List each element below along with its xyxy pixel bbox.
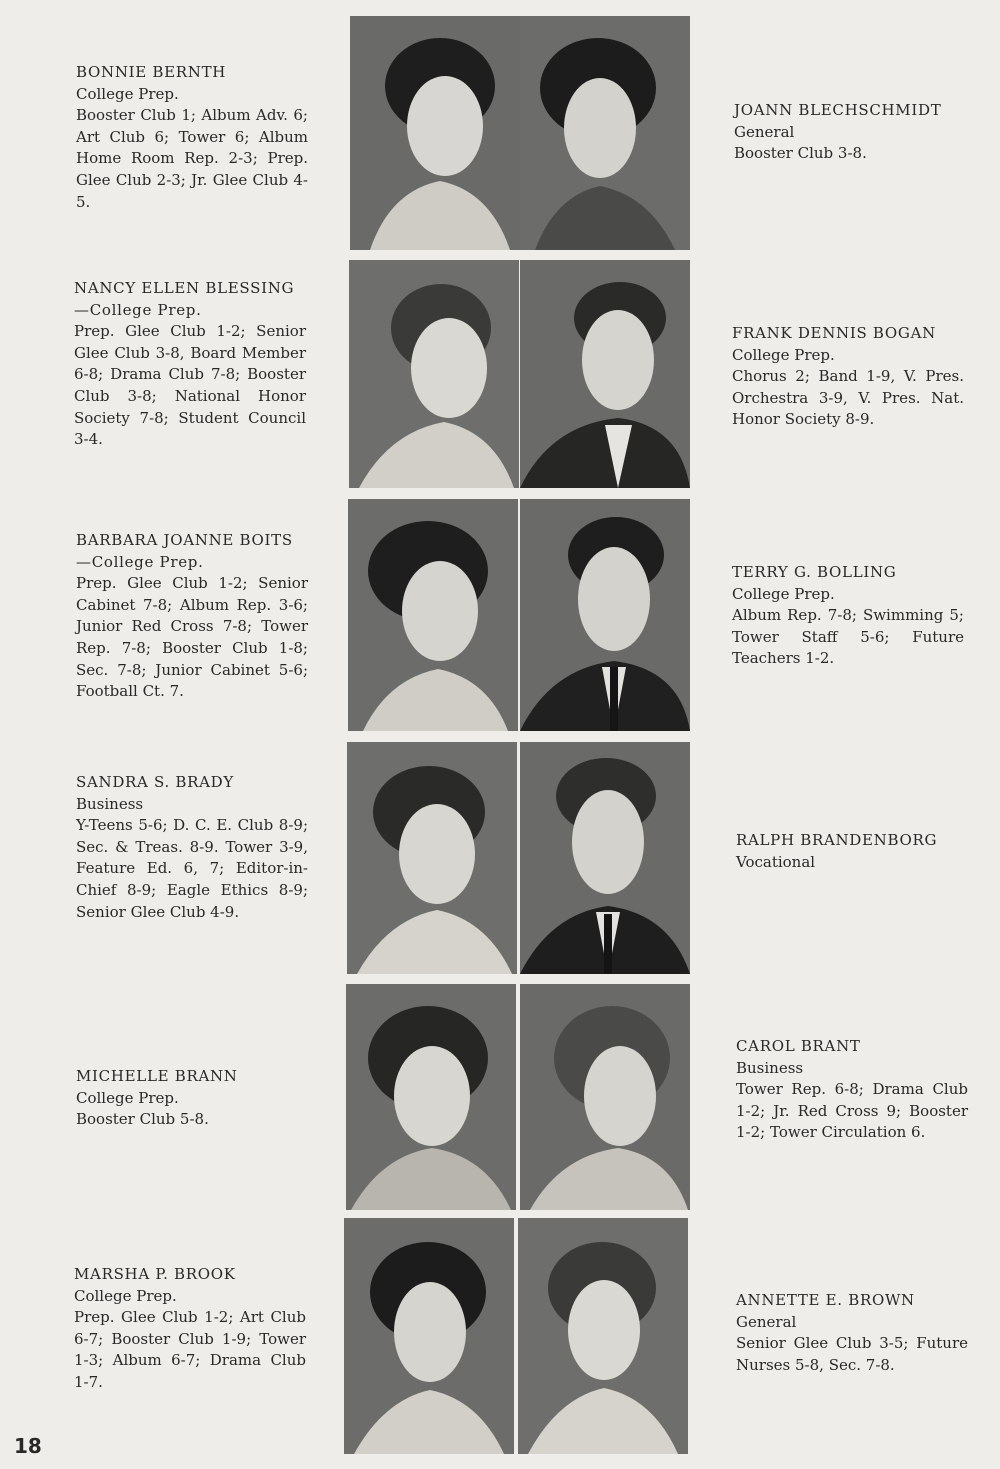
student-portrait — [346, 984, 516, 1210]
student-course: College Prep. — [74, 1286, 177, 1305]
student-portrait — [520, 16, 690, 250]
student-bio — [732, 323, 964, 431]
student-portrait — [518, 1218, 688, 1454]
student-course: Business — [76, 794, 144, 813]
student-bio — [74, 1264, 306, 1394]
student-name: TERRY G. BOLLING — [732, 563, 897, 581]
student-portrait — [520, 260, 690, 488]
student-name: MICHELLE BRANN — [76, 1067, 238, 1085]
student-activities: Senior Glee Club 3-5; Future Nurses 5-8, Sec. 7-8. — [736, 1334, 968, 1374]
student-name: BONNIE BERNTH — [76, 63, 227, 81]
student-course: College Prep. — [76, 1088, 179, 1107]
student-bio — [76, 1066, 308, 1131]
student-bio — [734, 100, 966, 165]
student-activities: Prep. Glee Club 1-2; Senior Cabinet 7-8; Album Rep. 3-6; Junior Red Cross 7-8; Tower Rep. 7-8; Booster Club 1-8; Sec. 7-8; Junior Cabinet 5-6; Football Ct. 7. — [76, 574, 308, 701]
student-activities: Prep. Glee Club 1-2; Senior Glee Club 3-8, Board Member 6-8; Drama Club 7-8; Booster Club 3-8; National Honor Society 7-8; Student Council 3-4. — [74, 322, 306, 449]
student-name: RALPH BRANDENBORG — [736, 831, 938, 849]
student-activities: Y-Teens 5-6; D. C. E. Club 8-9; Sec. & Treas. 8-9. Tower 3-9, Feature Ed. 6, 7; Editor-in-Chief 8-9; Eagle Ethics 8-9; Senior Glee Club 4-9. — [76, 816, 308, 921]
student-name: SANDRA S. BRADY — [76, 773, 235, 791]
student-name: FRANK DENNIS BOGAN — [732, 324, 936, 342]
student-name: ANNETTE E. BROWN — [736, 1291, 915, 1309]
student-bio — [736, 1290, 968, 1376]
student-activities: Chorus 2; Band 1-9, V. Pres. Orchestra 3-9, V. Pres. Nat. Honor Society 8-9. — [732, 367, 964, 429]
student-portrait — [520, 499, 690, 731]
student-name: BARBARA JOANNE BOITS—College Prep. — [76, 531, 293, 571]
page-number: 18 — [14, 1434, 42, 1458]
student-portrait — [349, 260, 519, 488]
student-bio — [76, 530, 308, 703]
student-portrait — [520, 742, 690, 974]
student-activities: Booster Club 3-8. — [734, 144, 867, 163]
student-course: College Prep. — [732, 584, 835, 603]
student-name: MARSHA P. BROOK — [74, 1265, 236, 1283]
student-course: College Prep. — [732, 345, 835, 364]
student-portrait — [520, 984, 690, 1210]
student-bio — [736, 830, 968, 873]
student-bio — [76, 772, 308, 923]
student-name: NANCY ELLEN BLESSING—College Prep. — [74, 279, 295, 319]
student-bio — [76, 62, 308, 213]
student-portrait — [350, 16, 520, 250]
student-name: CAROL BRANT — [736, 1037, 861, 1055]
student-course: College Prep. — [76, 84, 179, 103]
student-bio — [736, 1036, 968, 1144]
student-portrait — [348, 499, 518, 731]
student-course: Business — [736, 1058, 804, 1077]
student-bio — [732, 562, 964, 670]
student-activities: Prep. Glee Club 1-2; Art Club 6-7; Booster Club 1-9; Tower 1-3; Album 6-7; Drama Club 1-7. — [74, 1308, 306, 1391]
student-course: Vocational — [736, 852, 816, 871]
student-portrait — [344, 1218, 514, 1454]
student-portrait — [347, 742, 517, 974]
student-course: General — [736, 1312, 797, 1331]
student-bio — [74, 278, 306, 451]
student-name: JOANN BLECHSCHMIDT — [734, 101, 942, 119]
student-activities: Album Rep. 7-8; Swimming 5; Tower Staff 5-6; Future Teachers 1-2. — [732, 606, 964, 668]
student-activities: Booster Club 5-8. — [76, 1110, 209, 1129]
student-activities: Booster Club 1; Album Adv. 6; Art Club 6; Tower 6; Album Home Room Rep. 2-3; Prep. Glee Club 2-3; Jr. Glee Club 4-5. — [76, 106, 308, 211]
student-course: General — [734, 122, 795, 141]
student-activities: Tower Rep. 6-8; Drama Club 1-2; Jr. Red Cross 9; Booster 1-2; Tower Circulation 6. — [736, 1080, 968, 1142]
